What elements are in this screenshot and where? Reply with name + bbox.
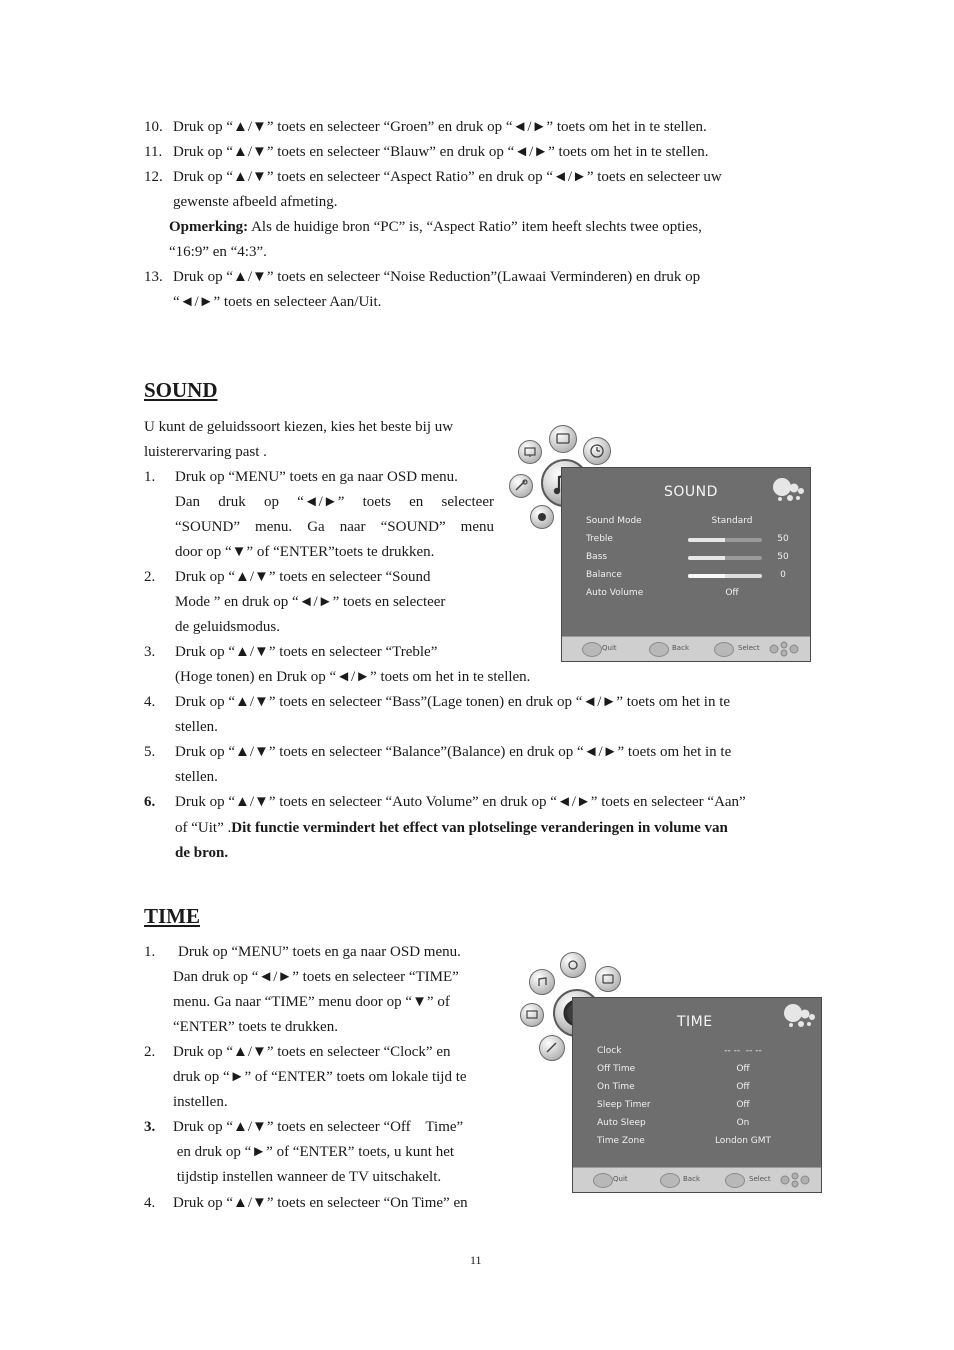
ok-button-icon[interactable] <box>714 642 734 657</box>
list-number: 11. <box>144 144 163 160</box>
list-item-text: (Hoge tonen) en Druk op “◄/►” toets om het in te stellen. <box>175 669 531 685</box>
list-item-text: Mode ” en druk op “◄/►” toets en selecteer <box>175 594 446 610</box>
osd-row-value[interactable]: -- -- -- -- <box>724 1046 762 1056</box>
list-item-text: “ENTER” toets te drukken. <box>173 1019 338 1035</box>
list-item-text: de geluidsmodus. <box>175 619 280 635</box>
list-item-text-bold: Dit functie vermindert het effect van plotselinge veranderingen in volume van <box>231 820 728 836</box>
bubbles-logo-icon <box>781 1000 817 1030</box>
list-item-text: Dan druk op “◄/►” toets en selecteer <box>175 494 494 510</box>
lock-menu-icon <box>539 1035 565 1061</box>
picture-menu-icon <box>518 440 542 464</box>
arrows-icon <box>764 641 804 657</box>
list-item-text: Druk op “▲/▼” toets en selecteer “Auto Volume” en druk op “◄/►” toets en selecteer “Aan” <box>175 794 746 810</box>
list-number: 3. <box>144 1119 156 1135</box>
page-number: 11 <box>470 1253 482 1267</box>
list-number: 4. <box>144 694 156 710</box>
osd-row-value: 50 <box>777 534 789 544</box>
picture-menu-icon <box>520 1003 544 1027</box>
osd-row-label: Sound Mode <box>586 516 642 526</box>
list-item-text: Druk op “▲/▼” toets en selecteer “Groen” en druk op “◄/►” toets om het in te stellen. <box>173 119 707 135</box>
list-number: 1. <box>144 469 156 485</box>
balance-slider-fill <box>688 574 725 578</box>
osd-row-label: Auto Sleep <box>597 1118 646 1128</box>
list-number: 3. <box>144 644 156 660</box>
list-number: 10. <box>144 119 163 135</box>
osd-row-label: On Time <box>597 1082 635 1092</box>
section-heading-time: TIME <box>144 904 201 928</box>
sound-menu-icon <box>529 969 555 995</box>
exit-button-icon[interactable] <box>593 1173 613 1188</box>
osd-title: TIME <box>677 1014 713 1030</box>
bass-slider[interactable] <box>688 556 762 560</box>
osd-row-label: Auto Volume <box>586 588 644 598</box>
balance-slider[interactable] <box>688 574 762 578</box>
list-item-text <box>175 818 728 838</box>
list-item-text: gewenste afbeeld afmeting. <box>173 194 338 210</box>
osd-row-value[interactable]: Off <box>725 588 739 598</box>
list-item-text: “◄/►” toets en selecteer Aan/Uit. <box>173 294 382 310</box>
list-number: 2. <box>144 569 156 585</box>
menu-button-icon[interactable] <box>649 642 669 657</box>
sound-osd-screen <box>561 467 811 662</box>
list-item-text: Druk op “MENU” toets en ga naar OSD menu. <box>175 469 458 485</box>
osd-row-value: 50 <box>777 552 789 562</box>
osd-row-value[interactable]: Off <box>736 1082 750 1092</box>
list-item-text-bold: de bron. <box>175 845 229 861</box>
channel-menu-icon <box>595 966 621 992</box>
osd-footer-label: Select <box>738 644 760 652</box>
list-item-text: Druk op “▲/▼” toets en selecteer “Blauw” en druk op “◄/►” toets om het in te stellen. <box>173 144 709 160</box>
list-number: 12. <box>144 169 163 185</box>
list-item-text: tijdstip instellen wanneer de TV uitschakelt. <box>173 1169 442 1185</box>
osd-footer-label: Back <box>672 644 689 652</box>
osd-footer <box>562 636 810 661</box>
list-item-text: Druk op “▲/▼” toets en selecteer “Bass”(Lage tonen) en druk op “◄/►” toets om het in te <box>175 694 731 710</box>
list-number: 1. <box>144 944 156 960</box>
note <box>169 217 702 237</box>
list-item-text: druk op “►” of “ENTER” toets om lokale tijd te <box>173 1069 467 1085</box>
exit-button-icon[interactable] <box>582 642 602 657</box>
list-item-text: Druk op “▲/▼” toets en selecteer “Balance”(Balance) en druk op “◄/►” toets om het in te <box>175 744 732 760</box>
treble-slider-fill <box>688 538 725 542</box>
time-menu-icon <box>583 437 611 465</box>
sound-intro: luisterervaring past . <box>144 444 267 460</box>
list-item-text: door op “▼” of “ENTER”toets te drukken. <box>175 544 435 560</box>
sound-intro: U kunt de geluidssoort kiezen, kies het beste bij uw <box>144 419 454 435</box>
section-heading-sound: SOUND <box>144 378 218 402</box>
arrows-icon <box>775 1172 815 1188</box>
osd-footer <box>573 1167 821 1192</box>
list-item-text: menu. Ga naar “TIME” menu door op “▼” of <box>173 994 450 1010</box>
list-item-text: Druk op “▲/▼” toets en selecteer “On Time” en <box>173 1195 468 1211</box>
osd-row-label: Treble <box>586 534 613 544</box>
bubbles-logo-icon <box>770 474 806 504</box>
osd-row-label: Balance <box>586 570 622 580</box>
note-text: Als de huidige bron “PC” is, “Aspect Ratio” item heeft slechts twee opties, <box>248 219 702 235</box>
list-item-text: Druk op “▲/▼” toets en selecteer “Sound <box>175 569 431 585</box>
osd-row-value[interactable]: Standard <box>711 516 753 526</box>
list-number: 5. <box>144 744 156 760</box>
osd-row-value[interactable]: London GMT <box>714 1136 772 1146</box>
list-item-text: Druk op “MENU” toets en ga naar OSD menu. <box>178 944 461 960</box>
osd-row-value: 0 <box>780 570 786 580</box>
list-item-text: Druk op “▲/▼” toets en selecteer “Treble” <box>175 644 438 660</box>
osd-row-label: Time Zone <box>597 1136 645 1146</box>
osd-row-value[interactable]: Off <box>736 1100 750 1110</box>
time-osd-screen <box>572 997 822 1193</box>
list-item-text: Druk op “▲/▼” toets en selecteer “Clock” en <box>173 1044 451 1060</box>
osd-footer-label: Quit <box>613 1175 628 1183</box>
osd-row-value[interactable]: On <box>736 1118 750 1128</box>
list-number: 6. <box>144 794 156 810</box>
list-item-text: Druk op “▲/▼” toets en selecteer “Noise Reduction”(Lawaai Verminderen) en druk op <box>173 269 701 285</box>
list-item-text: stellen. <box>175 719 218 735</box>
list-item-text-plain: of “Uit” . <box>175 820 232 836</box>
channel-menu-icon <box>549 425 577 453</box>
list-number: 13. <box>144 269 163 285</box>
list-item-text: stellen. <box>175 769 218 785</box>
list-number: 2. <box>144 1044 156 1060</box>
osd-title: SOUND <box>664 484 718 500</box>
list-number: 4. <box>144 1195 156 1211</box>
menu-button-icon[interactable] <box>660 1173 680 1188</box>
ok-button-icon[interactable] <box>725 1173 745 1188</box>
treble-slider[interactable] <box>688 538 762 542</box>
osd-row-label: Off Time <box>597 1064 636 1074</box>
osd-row-label: Sleep Timer <box>597 1100 651 1110</box>
osd-row-value[interactable]: Off <box>736 1064 750 1074</box>
osd-footer-label: Back <box>683 1175 700 1183</box>
list-item-text: “SOUND” menu. Ga naar “SOUND” menu <box>175 519 494 535</box>
list-item-text: Druk op “▲/▼” toets en selecteer “Aspect Ratio” en druk op “◄/►” toets en selecteer uw <box>173 169 722 185</box>
setup-menu-icon <box>560 952 586 978</box>
osd-footer-label: Quit <box>602 644 617 652</box>
note-text-continued: “16:9” en “4:3”. <box>169 244 267 260</box>
lock-menu-icon <box>530 505 554 529</box>
list-item-text: en druk op “►” of “ENTER” toets, u kunt het <box>173 1144 455 1160</box>
note-label: Opmerking: <box>169 219 249 235</box>
list-item-text: instellen. <box>173 1094 228 1110</box>
osd-row-label: Clock <box>597 1046 622 1056</box>
setup-menu-icon <box>509 474 533 498</box>
osd-row-label: Bass <box>586 552 608 562</box>
list-item-text: Dan druk op “◄/►” toets en selecteer “TIME” <box>173 969 459 985</box>
osd-footer-label: Select <box>749 1175 771 1183</box>
list-item-text: Druk op “▲/▼” toets en selecteer “Off Time” <box>173 1119 464 1135</box>
bass-slider-fill <box>688 556 725 560</box>
